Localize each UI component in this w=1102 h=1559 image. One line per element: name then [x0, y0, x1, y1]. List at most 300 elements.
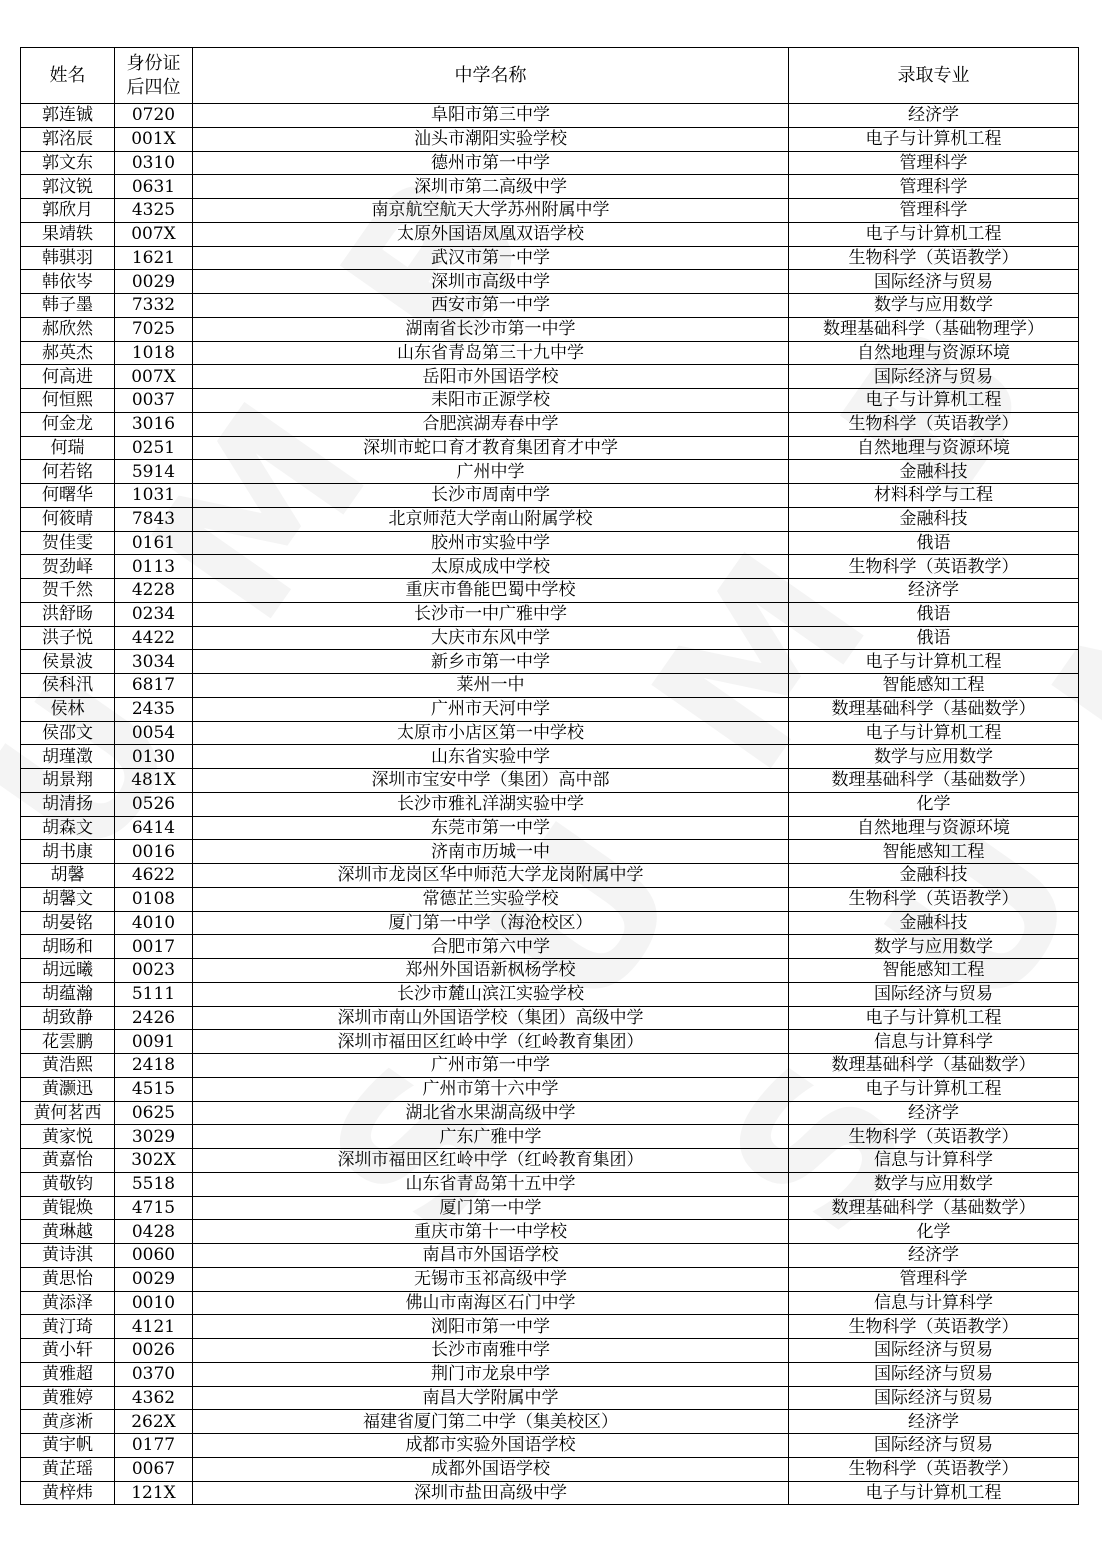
cell-id-last-four: 0023: [115, 959, 193, 983]
cell-name: 郭汶锐: [21, 175, 115, 199]
cell-major: 国际经济与贸易: [789, 1362, 1079, 1386]
cell-name: 郭欣月: [21, 199, 115, 223]
cell-major: 管理科学: [789, 175, 1079, 199]
cell-school: 深圳市第二高级中学: [193, 175, 789, 199]
cell-name: 何筱晴: [21, 507, 115, 531]
cell-school: 莱州一中: [193, 674, 789, 698]
cell-major: 金融科技: [789, 460, 1079, 484]
cell-id-last-four: 4325: [115, 199, 193, 223]
table-row: [21, 816, 1079, 840]
cell-school: 东莞市第一中学: [193, 816, 789, 840]
cell-school: 耒阳市正源学校: [193, 389, 789, 413]
cell-school: 山东省青岛第三十九中学: [193, 341, 789, 365]
cell-school: 长沙市周南中学: [193, 484, 789, 508]
table-row: [21, 626, 1079, 650]
cell-id-last-four: 0029: [115, 1267, 193, 1291]
cell-id-last-four: 0060: [115, 1244, 193, 1268]
cell-school: 湖南省长沙市第一中学: [193, 317, 789, 341]
table-row: [21, 1339, 1079, 1363]
cell-name: 黄雅婷: [21, 1386, 115, 1410]
cell-id-last-four: 0310: [115, 151, 193, 175]
cell-school: 长沙市南雅中学: [193, 1339, 789, 1363]
table-row: [21, 1220, 1079, 1244]
table-row: [21, 1291, 1079, 1315]
cell-name: 胡馨文: [21, 887, 115, 911]
cell-id-last-four: 0526: [115, 792, 193, 816]
cell-id-last-four: 4228: [115, 579, 193, 603]
cell-id-last-four: 5111: [115, 982, 193, 1006]
cell-major: 智能感知工程: [789, 840, 1079, 864]
cell-major: 生物科学（英语教学）: [789, 1125, 1079, 1149]
cell-major: 金融科技: [789, 507, 1079, 531]
table-row: [21, 1267, 1079, 1291]
cell-major: 化学: [789, 792, 1079, 816]
cell-id-last-four: 0016: [115, 840, 193, 864]
table-row: [21, 769, 1079, 793]
cell-name: 胡晏铭: [21, 911, 115, 935]
cell-name: 胡瑾澂: [21, 745, 115, 769]
cell-name: 黄琳越: [21, 1220, 115, 1244]
cell-id-last-four: 3016: [115, 412, 193, 436]
table-row: [21, 1196, 1079, 1220]
cell-school: 阜阳市第三中学: [193, 104, 789, 128]
cell-name: 黄家悦: [21, 1125, 115, 1149]
cell-school: 长沙市一中广雅中学: [193, 602, 789, 626]
cell-school: 成都市实验外国语学校: [193, 1434, 789, 1458]
cell-major: 生物科学（英语教学）: [789, 555, 1079, 579]
header-name: 姓名: [21, 48, 115, 104]
cell-name: 黄锟焕: [21, 1196, 115, 1220]
header-major: 录取专业: [789, 48, 1079, 104]
cell-major: 电子与计算机工程: [789, 1077, 1079, 1101]
cell-name: 黄思怡: [21, 1267, 115, 1291]
cell-school: 北京师范大学南山附属学校: [193, 507, 789, 531]
cell-school: 重庆市鲁能巴蜀中学校: [193, 579, 789, 603]
cell-name: 胡远曦: [21, 959, 115, 983]
cell-name: 胡森文: [21, 816, 115, 840]
cell-name: 郭连铖: [21, 104, 115, 128]
cell-major: 经济学: [789, 104, 1079, 128]
cell-name: 胡景翔: [21, 769, 115, 793]
table-row: [21, 389, 1079, 413]
cell-school: 长沙市雅礼洋湖实验中学: [193, 792, 789, 816]
cell-school: 浏阳市第一中学: [193, 1315, 789, 1339]
cell-id-last-four: 7025: [115, 317, 193, 341]
table-row: [21, 151, 1079, 175]
cell-id-last-four: 0177: [115, 1434, 193, 1458]
cell-major: 数学与应用数学: [789, 745, 1079, 769]
cell-name: 胡致静: [21, 1006, 115, 1030]
cell-school: 福建省厦门第二中学（集美校区）: [193, 1410, 789, 1434]
cell-school: 重庆市第十一中学校: [193, 1220, 789, 1244]
cell-major: 管理科学: [789, 151, 1079, 175]
cell-id-last-four: 3029: [115, 1125, 193, 1149]
cell-name: 何恒熙: [21, 389, 115, 413]
table-row: [21, 531, 1079, 555]
table-row: [21, 1101, 1079, 1125]
cell-id-last-four: 4422: [115, 626, 193, 650]
cell-major: 电子与计算机工程: [789, 222, 1079, 246]
cell-id-last-four: 7332: [115, 294, 193, 318]
cell-name: 侯林: [21, 697, 115, 721]
cell-school: 成都外国语学校: [193, 1457, 789, 1481]
cell-id-last-four: 0428: [115, 1220, 193, 1244]
cell-major: 管理科学: [789, 199, 1079, 223]
cell-id-last-four: 001X: [115, 127, 193, 151]
table-row: [21, 484, 1079, 508]
cell-major: 数理基础科学（基础数学）: [789, 697, 1079, 721]
cell-school: 深圳市福田区红岭中学（红岭教育集团）: [193, 1030, 789, 1054]
table-row: [21, 1054, 1079, 1078]
cell-name: 贺千然: [21, 579, 115, 603]
cell-name: 黄灏迅: [21, 1077, 115, 1101]
cell-school: 广州市天河中学: [193, 697, 789, 721]
cell-school: 岳阳市外国语学校: [193, 365, 789, 389]
cell-id-last-four: 0017: [115, 935, 193, 959]
header-row: [21, 48, 1079, 104]
cell-major: 生物科学（英语教学）: [789, 412, 1079, 436]
cell-name: 郭洺辰: [21, 127, 115, 151]
cell-id-last-four: 1621: [115, 246, 193, 270]
table-row: [21, 365, 1079, 389]
cell-major: 国际经济与贸易: [789, 1386, 1079, 1410]
cell-school: 南昌大学附属中学: [193, 1386, 789, 1410]
cell-school: 山东省实验中学: [193, 745, 789, 769]
cell-name: 胡蕴瀚: [21, 982, 115, 1006]
header-school: 中学名称: [193, 48, 789, 104]
cell-name: 胡馨: [21, 864, 115, 888]
cell-name: 胡书康: [21, 840, 115, 864]
cell-id-last-four: 0720: [115, 104, 193, 128]
table-row: [21, 840, 1079, 864]
cell-major: 电子与计算机工程: [789, 650, 1079, 674]
cell-major: 电子与计算机工程: [789, 1481, 1079, 1505]
cell-school: 新乡市第一中学: [193, 650, 789, 674]
cell-name: 黄诗淇: [21, 1244, 115, 1268]
cell-school: 厦门第一中学: [193, 1196, 789, 1220]
cell-school: 深圳市龙岗区华中师范大学龙岗附属中学: [193, 864, 789, 888]
header-id-line1: 身份证: [126, 52, 181, 74]
cell-major: 自然地理与资源环境: [789, 436, 1079, 460]
table-row: [21, 579, 1079, 603]
cell-school: 厦门第一中学（海沧校区）: [193, 911, 789, 935]
cell-name: 洪子悦: [21, 626, 115, 650]
cell-id-last-four: 0631: [115, 175, 193, 199]
table-row: [21, 104, 1079, 128]
cell-school: 大庆市东风中学: [193, 626, 789, 650]
cell-id-last-four: 2435: [115, 697, 193, 721]
cell-id-last-four: 0029: [115, 270, 193, 294]
cell-major: 国际经济与贸易: [789, 1339, 1079, 1363]
table-row: [21, 507, 1079, 531]
cell-name: 黄宇帆: [21, 1434, 115, 1458]
cell-school: 深圳市福田区红岭中学（红岭教育集团）: [193, 1149, 789, 1173]
cell-major: 数学与应用数学: [789, 935, 1079, 959]
table-row: [21, 175, 1079, 199]
table-row: [21, 1077, 1079, 1101]
cell-id-last-four: 4010: [115, 911, 193, 935]
table-row: [21, 460, 1079, 484]
cell-school: 武汉市第一中学: [193, 246, 789, 270]
cell-major: 智能感知工程: [789, 674, 1079, 698]
table-row: [21, 246, 1079, 270]
table-row: [21, 1125, 1079, 1149]
cell-name: 果靖轶: [21, 222, 115, 246]
table-row: [21, 792, 1079, 816]
cell-name: 花雲鹏: [21, 1030, 115, 1054]
cell-name: 黄添泽: [21, 1291, 115, 1315]
cell-id-last-four: 0234: [115, 602, 193, 626]
cell-major: 经济学: [789, 1244, 1079, 1268]
table-row: [21, 1315, 1079, 1339]
cell-school: 深圳市蛇口育才教育集团育才中学: [193, 436, 789, 460]
cell-name: 黄芷瑶: [21, 1457, 115, 1481]
cell-school: 深圳市南山外国语学校（集团）高级中学: [193, 1006, 789, 1030]
cell-major: 自然地理与资源环境: [789, 341, 1079, 365]
cell-school: 西安市第一中学: [193, 294, 789, 318]
cell-major: 生物科学（英语教学）: [789, 1315, 1079, 1339]
cell-name: 黄彦淅: [21, 1410, 115, 1434]
cell-major: 经济学: [789, 1101, 1079, 1125]
cell-name: 郭文东: [21, 151, 115, 175]
cell-name: 何金龙: [21, 412, 115, 436]
cell-name: 韩骐羽: [21, 246, 115, 270]
cell-school: 荆门市龙泉中学: [193, 1362, 789, 1386]
table-body: [21, 104, 1079, 1505]
cell-id-last-four: 6414: [115, 816, 193, 840]
table-row: [21, 602, 1079, 626]
cell-name: 黄雅超: [21, 1362, 115, 1386]
cell-school: 太原外国语凤凰双语学校: [193, 222, 789, 246]
cell-id-last-four: 2426: [115, 1006, 193, 1030]
table-row: [21, 1410, 1079, 1434]
table-row: [21, 555, 1079, 579]
cell-major: 管理科学: [789, 1267, 1079, 1291]
cell-school: 胶州市实验中学: [193, 531, 789, 555]
cell-id-last-four: 481X: [115, 769, 193, 793]
cell-major: 生物科学（英语教学）: [789, 1457, 1079, 1481]
cell-major: 金融科技: [789, 911, 1079, 935]
cell-major: 数学与应用数学: [789, 1172, 1079, 1196]
cell-major: 化学: [789, 1220, 1079, 1244]
cell-name: 侯景波: [21, 650, 115, 674]
cell-name: 何若铭: [21, 460, 115, 484]
table-row: [21, 1457, 1079, 1481]
cell-name: 洪舒旸: [21, 602, 115, 626]
table-row: [21, 222, 1079, 246]
cell-id-last-four: 0161: [115, 531, 193, 555]
table-row: [21, 887, 1079, 911]
cell-name: 黄梓炜: [21, 1481, 115, 1505]
cell-name: 胡清扬: [21, 792, 115, 816]
cell-school: 深圳市盐田高级中学: [193, 1481, 789, 1505]
cell-school: 佛山市南海区石门中学: [193, 1291, 789, 1315]
cell-id-last-four: 007X: [115, 222, 193, 246]
cell-id-last-four: 4515: [115, 1077, 193, 1101]
cell-id-last-four: 0113: [115, 555, 193, 579]
cell-school: 长沙市麓山滨江实验学校: [193, 982, 789, 1006]
table-row: [21, 1386, 1079, 1410]
cell-major: 数理基础科学（基础数学）: [789, 769, 1079, 793]
cell-school: 湖北省水果湖高级中学: [193, 1101, 789, 1125]
cell-id-last-four: 2418: [115, 1054, 193, 1078]
cell-name: 韩子墨: [21, 294, 115, 318]
cell-major: 国际经济与贸易: [789, 365, 1079, 389]
cell-id-last-four: 121X: [115, 1481, 193, 1505]
cell-name: 黄浩熙: [21, 1054, 115, 1078]
table-row: [21, 745, 1079, 769]
table-row: [21, 982, 1079, 1006]
cell-id-last-four: 7843: [115, 507, 193, 531]
cell-id-last-four: 0370: [115, 1362, 193, 1386]
cell-id-last-four: 3034: [115, 650, 193, 674]
header-id-line2: 后四位: [126, 76, 181, 98]
cell-major: 生物科学（英语教学）: [789, 887, 1079, 911]
cell-school: 南昌市外国语学校: [193, 1244, 789, 1268]
table-row: [21, 935, 1079, 959]
cell-id-last-four: 0251: [115, 436, 193, 460]
table-row: [21, 1481, 1079, 1505]
cell-school: 广州中学: [193, 460, 789, 484]
cell-major: 信息与计算科学: [789, 1291, 1079, 1315]
cell-name: 黄敬钧: [21, 1172, 115, 1196]
cell-id-last-four: 0130: [115, 745, 193, 769]
cell-school: 深圳市宝安中学（集团）高中部: [193, 769, 789, 793]
cell-school: 合肥滨湖寿春中学: [193, 412, 789, 436]
cell-school: 合肥市第六中学: [193, 935, 789, 959]
cell-id-last-four: 007X: [115, 365, 193, 389]
cell-name: 贺劲峄: [21, 555, 115, 579]
cell-name: 韩依岑: [21, 270, 115, 294]
cell-major: 国际经济与贸易: [789, 1434, 1079, 1458]
cell-id-last-four: 4121: [115, 1315, 193, 1339]
cell-id-last-four: 0067: [115, 1457, 193, 1481]
cell-school: 德州市第一中学: [193, 151, 789, 175]
cell-major: 电子与计算机工程: [789, 127, 1079, 151]
table-row: [21, 959, 1079, 983]
cell-major: 经济学: [789, 579, 1079, 603]
table-row: [21, 650, 1079, 674]
table-row: [21, 1030, 1079, 1054]
cell-major: 俄语: [789, 531, 1079, 555]
cell-id-last-four: 6817: [115, 674, 193, 698]
cell-name: 郝欣然: [21, 317, 115, 341]
cell-id-last-four: 0091: [115, 1030, 193, 1054]
cell-school: 常德芷兰实验学校: [193, 887, 789, 911]
table-row: [21, 199, 1079, 223]
cell-school: 南京航空航天大学苏州附属中学: [193, 199, 789, 223]
table-row: [21, 127, 1079, 151]
table-row: [21, 911, 1079, 935]
table-row: [21, 864, 1079, 888]
cell-name: 黄小轩: [21, 1339, 115, 1363]
cell-major: 电子与计算机工程: [789, 389, 1079, 413]
cell-school: 深圳市高级中学: [193, 270, 789, 294]
table-row: [21, 1149, 1079, 1173]
cell-name: 黄嘉怡: [21, 1149, 115, 1173]
cell-major: 数学与应用数学: [789, 294, 1079, 318]
cell-school: 太原成成中学校: [193, 555, 789, 579]
table-row: [21, 1172, 1079, 1196]
cell-name: 何高进: [21, 365, 115, 389]
cell-school: 济南市历城一中: [193, 840, 789, 864]
cell-school: 广东广雅中学: [193, 1125, 789, 1149]
table-row: [21, 436, 1079, 460]
cell-major: 智能感知工程: [789, 959, 1079, 983]
cell-school: 广州市第十六中学: [193, 1077, 789, 1101]
cell-id-last-four: 0625: [115, 1101, 193, 1125]
cell-major: 电子与计算机工程: [789, 1006, 1079, 1030]
cell-name: 何曙华: [21, 484, 115, 508]
cell-school: 山东省青岛第十五中学: [193, 1172, 789, 1196]
cell-school: 郑州外国语新枫杨学校: [193, 959, 789, 983]
cell-major: 经济学: [789, 1410, 1079, 1434]
table-row: [21, 1362, 1079, 1386]
cell-name: 侯邵文: [21, 721, 115, 745]
cell-major: 数理基础科学（基础数学）: [789, 1196, 1079, 1220]
cell-major: 信息与计算科学: [789, 1030, 1079, 1054]
table-row: [21, 270, 1079, 294]
cell-name: 何瑞: [21, 436, 115, 460]
header-id-last-four: [115, 48, 193, 104]
table-row: [21, 674, 1079, 698]
cell-id-last-four: 5914: [115, 460, 193, 484]
cell-id-last-four: 0010: [115, 1291, 193, 1315]
cell-name: 侯科汛: [21, 674, 115, 698]
cell-id-last-four: 5518: [115, 1172, 193, 1196]
table-row: [21, 317, 1079, 341]
cell-major: 生物科学（英语教学）: [789, 246, 1079, 270]
table-row: [21, 412, 1079, 436]
cell-id-last-four: 0054: [115, 721, 193, 745]
table-row: [21, 721, 1079, 745]
cell-id-last-four: 0037: [115, 389, 193, 413]
cell-major: 国际经济与贸易: [789, 982, 1079, 1006]
cell-name: 郝英杰: [21, 341, 115, 365]
cell-name: 黄汀琦: [21, 1315, 115, 1339]
cell-id-last-four: 4362: [115, 1386, 193, 1410]
admission-table: [20, 47, 1079, 1505]
cell-name: 黄何茗西: [21, 1101, 115, 1125]
cell-major: 金融科技: [789, 864, 1079, 888]
cell-id-last-four: 4622: [115, 864, 193, 888]
table-row: [21, 1006, 1079, 1030]
table-row: [21, 1244, 1079, 1268]
cell-id-last-four: 262X: [115, 1410, 193, 1434]
cell-id-last-four: 1018: [115, 341, 193, 365]
table-row: [21, 341, 1079, 365]
cell-name: 贺佳雯: [21, 531, 115, 555]
cell-school: 广州市第一中学: [193, 1054, 789, 1078]
cell-id-last-four: 1031: [115, 484, 193, 508]
cell-major: 电子与计算机工程: [789, 721, 1079, 745]
table-row: [21, 1434, 1079, 1458]
cell-id-last-four: 4715: [115, 1196, 193, 1220]
cell-school: 汕头市潮阳实验学校: [193, 127, 789, 151]
cell-major: 数理基础科学（基础数学）: [789, 1054, 1079, 1078]
cell-major: 国际经济与贸易: [789, 270, 1079, 294]
cell-id-last-four: 0108: [115, 887, 193, 911]
cell-id-last-four: 0026: [115, 1339, 193, 1363]
cell-major: 数理基础科学（基础物理学）: [789, 317, 1079, 341]
cell-major: 自然地理与资源环境: [789, 816, 1079, 840]
table-row: [21, 697, 1079, 721]
cell-id-last-four: 302X: [115, 1149, 193, 1173]
cell-major: 俄语: [789, 626, 1079, 650]
cell-name: 胡旸和: [21, 935, 115, 959]
cell-major: 材料科学与工程: [789, 484, 1079, 508]
cell-school: 太原市小店区第一中学校: [193, 721, 789, 745]
